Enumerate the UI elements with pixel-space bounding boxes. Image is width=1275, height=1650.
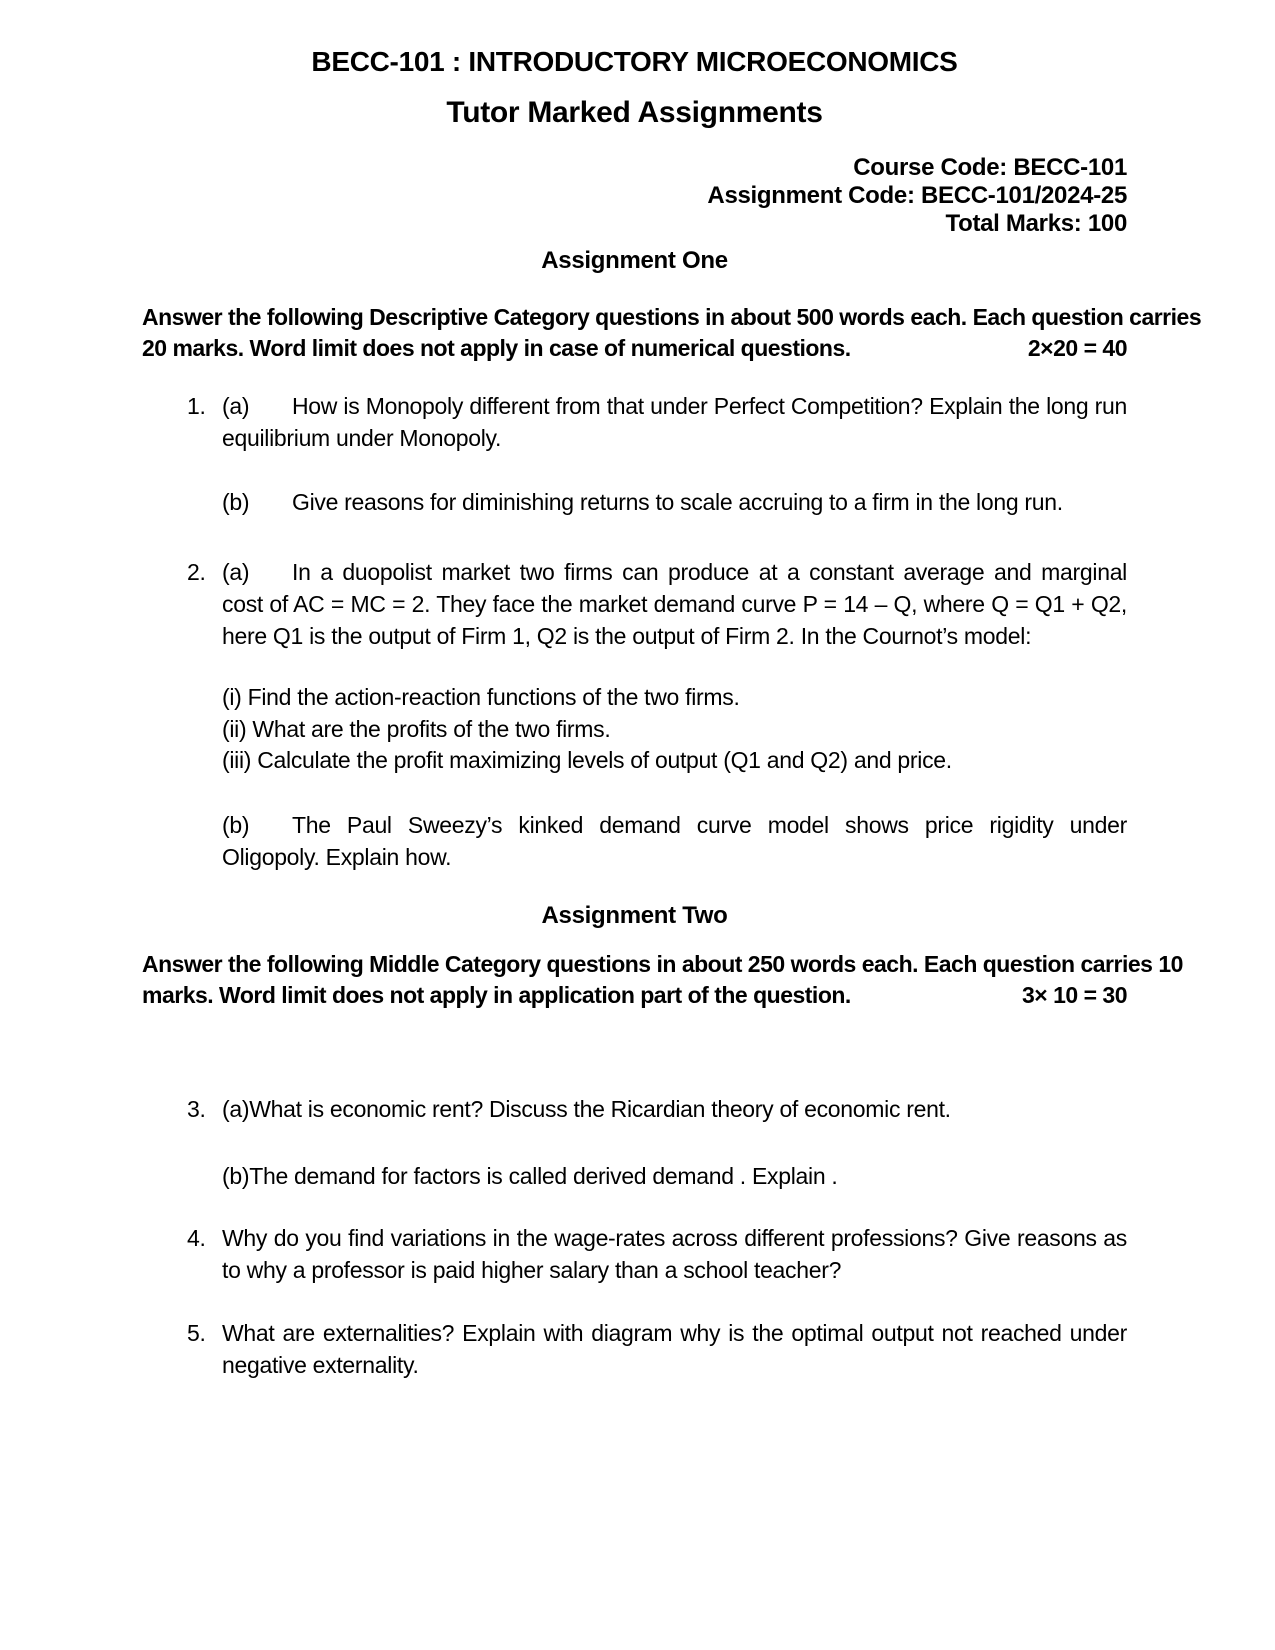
question-5-number: 5. bbox=[187, 1319, 206, 1346]
question-2a bbox=[142, 556, 1127, 652]
meta-block bbox=[142, 154, 1127, 238]
question-5 bbox=[142, 1317, 1127, 1381]
question-2a-subpart-i: (i) Find the action-reaction functions of the two firms. bbox=[222, 684, 740, 710]
assignment-one-instructions-line2 bbox=[142, 333, 1127, 364]
page-title: BECC-101 : INTRODUCTORY MICROECONOMICS bbox=[311, 46, 958, 77]
assignment-one-instructions bbox=[142, 302, 1202, 364]
question-2a-subparts bbox=[142, 682, 1127, 777]
question-1a-label: (a) bbox=[222, 393, 250, 419]
question-3a bbox=[142, 1093, 1127, 1125]
assignment-two-heading: Assignment Two bbox=[541, 901, 728, 929]
question-2a-subpart-iii: (iii) Calculate the profit maximizing levels of output (Q1 and Q2) and price. bbox=[222, 747, 952, 773]
question-2a-subpart-ii: (ii) What are the profits of the two firms. bbox=[222, 715, 611, 742]
assignment-two-instructions-line2-text: marks. Word limit does not apply in application part of the question. bbox=[142, 981, 851, 1008]
question-4-number: 4. bbox=[187, 1224, 206, 1251]
question-3b-text: (b)The demand for factors is called derived demand . Explain . bbox=[222, 1162, 838, 1189]
assignment-one-instructions-line2-text: 20 marks. Word limit does not apply in case of numerical questions. bbox=[142, 335, 851, 361]
question-1-number: 1. bbox=[187, 393, 206, 419]
question-3a-text: (a)What is economic rent? Discuss the Ricardian theory of economic rent. bbox=[222, 1095, 951, 1122]
assignment-one-marks: 2×20 = 40 bbox=[1027, 335, 1127, 361]
question-1b-label: (b) bbox=[222, 489, 250, 515]
page-subtitle: Tutor Marked Assignments bbox=[446, 96, 823, 129]
question-2b-label: (b) bbox=[222, 811, 250, 838]
question-4 bbox=[142, 1222, 1127, 1286]
assignment-one-heading: Assignment One bbox=[541, 247, 728, 274]
assignment-two-instructions-line1: Answer the following Middle Category questions in about 250 words each. Each question carries 10 bbox=[142, 950, 1183, 977]
question-5-text: What are externalities? Explain with diagram why is the optimal output not reached under negative externality. bbox=[222, 1319, 1127, 1378]
question-1a-text: How is Monopoly different from that under Perfect Competition? Explain the long run equilibrium under Monopoly. bbox=[222, 393, 1127, 451]
total-marks: Total Marks: 100 bbox=[945, 210, 1127, 237]
assignment-two-instructions bbox=[142, 949, 1183, 1011]
question-1b bbox=[142, 486, 1127, 518]
question-2b bbox=[142, 809, 1127, 873]
assignment-two-marks: 3× 10 = 30 bbox=[1022, 981, 1127, 1008]
assignment-two-instructions-line2 bbox=[142, 980, 1127, 1011]
question-1a bbox=[142, 390, 1127, 454]
question-3-number: 3. bbox=[187, 1095, 206, 1122]
question-4-text: Why do you find variations in the wage-rates across different professions? Give reasons as to why a professor is paid higher salary than a school teacher? bbox=[222, 1224, 1127, 1283]
assignment-one-instructions-line1: Answer the following Descriptive Category questions in about 500 words each. Each question carries bbox=[142, 304, 1202, 330]
course-code: Course Code: BECC-101 bbox=[853, 154, 1127, 181]
question-2-number: 2. bbox=[187, 559, 206, 585]
question-2b-text: The Paul Sweezy’s kinked demand curve model shows price rigidity under Oligopoly. Explain how. bbox=[222, 811, 1127, 870]
question-1b-text: Give reasons for diminishing returns to scale accruing to a firm in the long run. bbox=[292, 489, 1063, 515]
question-2a-text: In a duopolist market two firms can produce at a constant average and marginal cost of AC = MC = 2. They face the market demand curve P = 14 – Q, where Q = Q1 + Q2, here Q1 is the output of Firm 1, Q2 is the output of Firm 2. In the Cournot’s model: bbox=[222, 559, 1127, 649]
question-3b bbox=[142, 1160, 1127, 1192]
assignment-code: Assignment Code: BECC-101/2024-25 bbox=[707, 182, 1127, 209]
question-2a-label: (a) bbox=[222, 559, 250, 585]
